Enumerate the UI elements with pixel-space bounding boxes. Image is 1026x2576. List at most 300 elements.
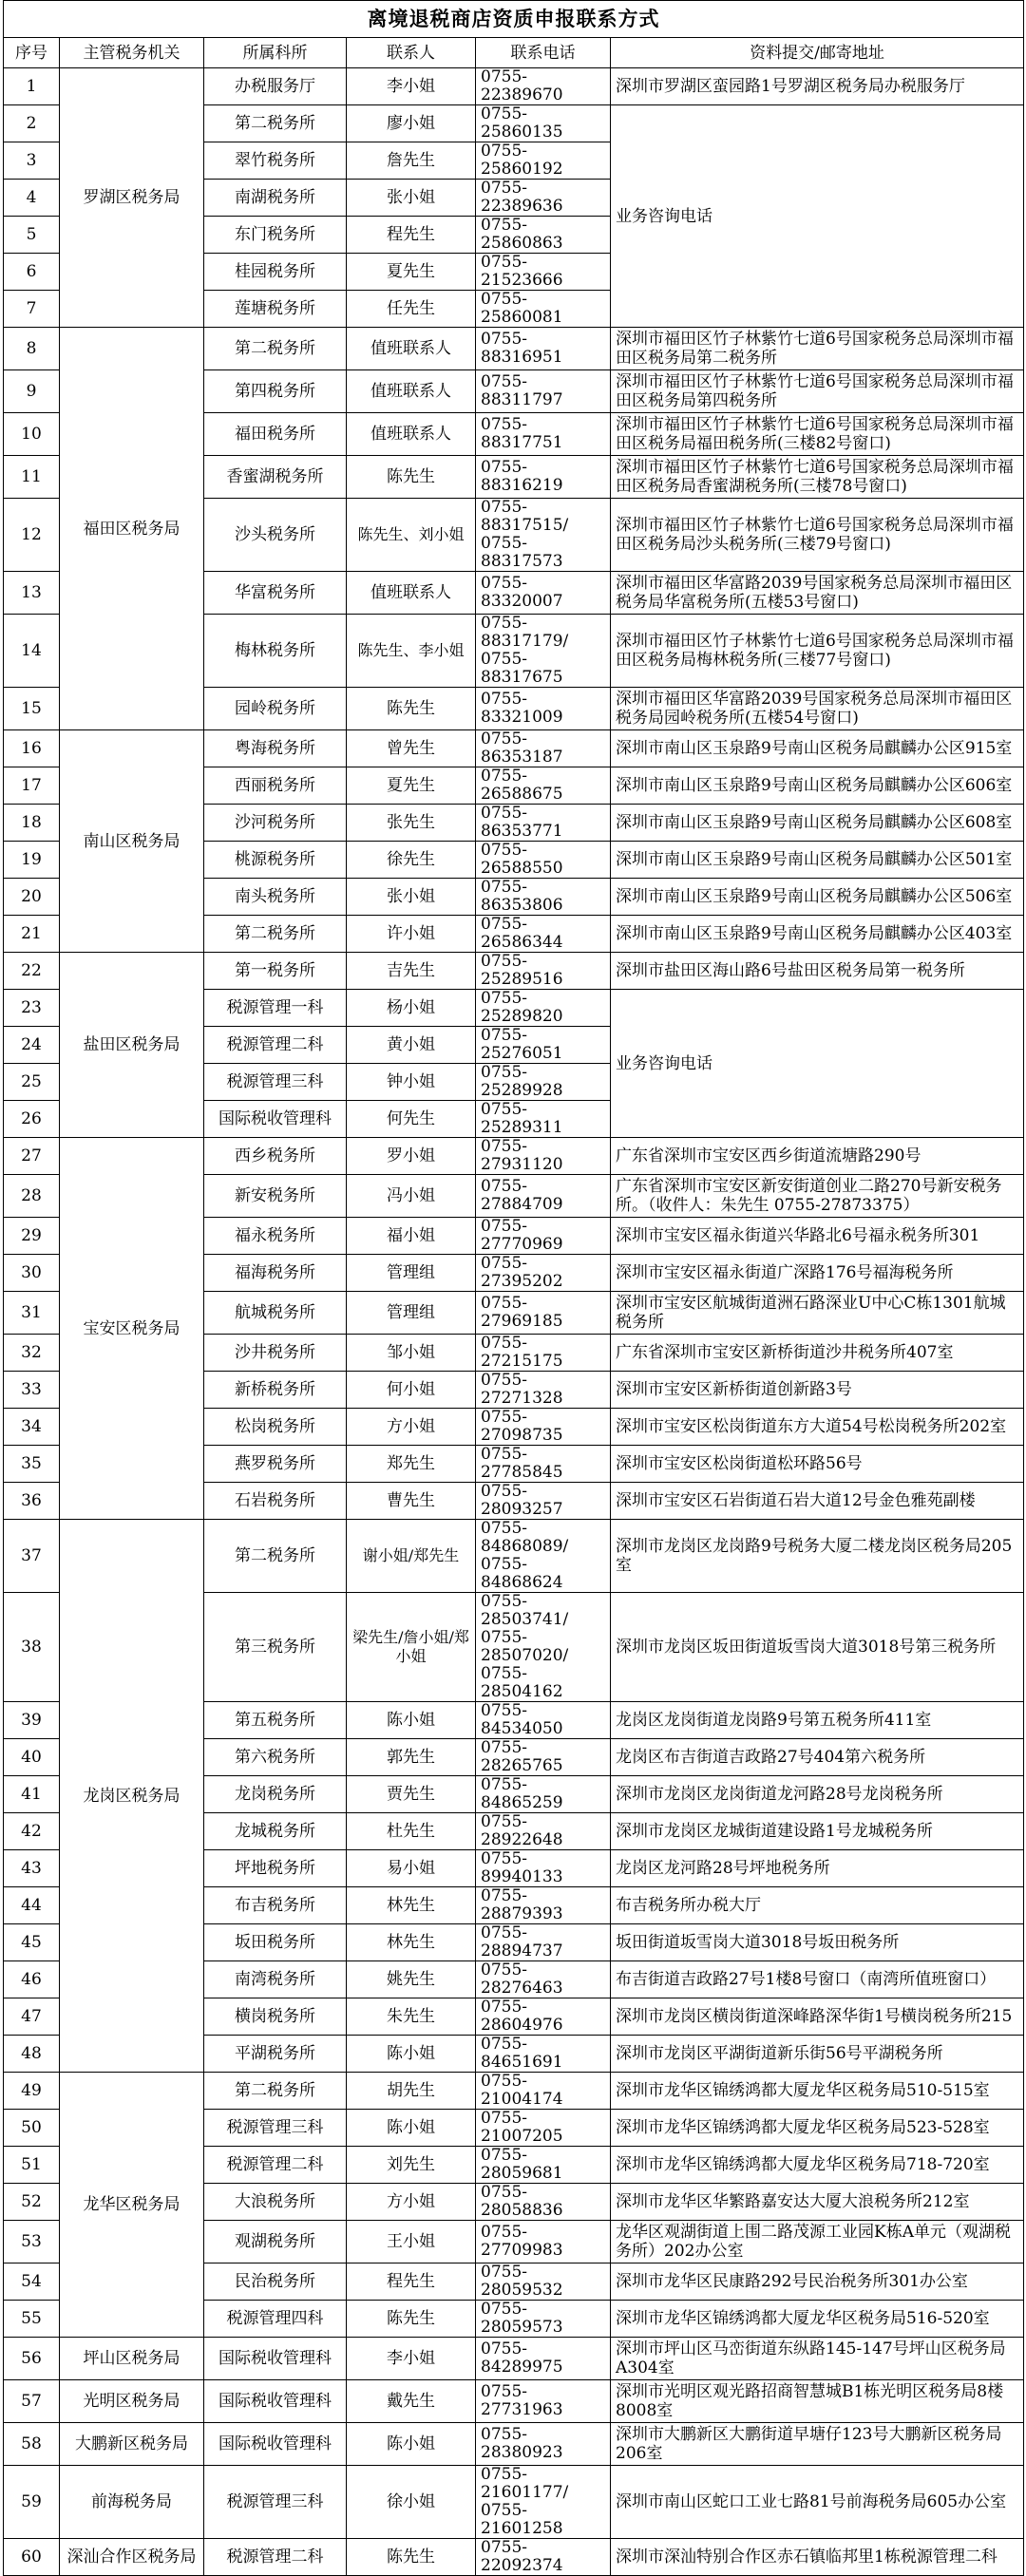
row-number: 52 [4,2184,60,2221]
phone-number: 0755-88317751 [476,413,611,456]
office: 香蜜湖税务所 [204,456,347,499]
contact-person: 戴先生 [347,2380,476,2423]
row-number: 56 [4,2338,60,2380]
phone-number: 0755-28276463 [476,1961,611,1998]
address: 龙华区观湖街道上围二路茂源工业园K栋A单元（观湖税务所）202办公室 [611,2221,1024,2263]
contact-person: 曾先生 [347,730,476,767]
address: 深圳市盐田区海山路6号盐田区税务局第一税务所 [611,953,1024,990]
row-number: 27 [4,1138,60,1175]
office: 第一税务所 [204,953,347,990]
phone-number: 0755-28265765 [476,1739,611,1776]
phone-number: 0755-28093257 [476,1483,611,1520]
office: 桃源税务所 [204,842,347,879]
phone-number: 0755-27098735 [476,1409,611,1446]
contact-person: 值班联系人 [347,572,476,615]
phone-number: 0755-28059573 [476,2301,611,2338]
phone-number: 0755-25860081 [476,291,611,328]
address: 深圳市龙华区锦绣鸿都大厦龙华区税务局718-720室 [611,2147,1024,2184]
row-number: 26 [4,1101,60,1138]
contact-person: 陈先生 [347,2301,476,2338]
tax-bureau: 南山区税务局 [60,730,204,953]
table-row [4,68,1024,105]
phone-number: 0755-86353771 [476,805,611,842]
office: 第五税务所 [204,1702,347,1739]
phone-number: 0755-27709983 [476,2221,611,2263]
row-number: 47 [4,1998,60,2036]
contact-person: 邹小姐 [347,1335,476,1372]
office: 翠竹税务所 [204,142,347,180]
address: 深圳市龙华区锦绣鸿都大厦龙华区税务局523-528室 [611,2110,1024,2147]
phone-number: 0755-21523666 [476,254,611,291]
table-body [4,68,1024,2576]
office: 国际税收管理科 [204,2423,347,2466]
phone-number: 0755-27785845 [476,1446,611,1483]
address: 深圳市龙岗区坂田街道坂雪岗大道3018号第三税务所 [611,1593,1024,1702]
address: 深圳市龙岗区平湖街道新乐街56号平湖税务所 [611,2036,1024,2073]
office: 第四税务所 [204,370,347,413]
tax-bureau: 深汕合作区税务局 [60,2539,204,2576]
office: 税源管理二科 [204,2539,347,2576]
tax-bureau: 福田区税务局 [60,328,204,730]
contact-person: 福小姐 [347,1218,476,1255]
office: 粤海税务所 [204,730,347,767]
row-number: 5 [4,217,60,254]
address: 深圳市南山区玉泉路9号南山区税务局麒麟办公区608室 [611,805,1024,842]
phone-number: 0755-27215175 [476,1335,611,1372]
phone-number: 0755-27395202 [476,1255,611,1292]
row-number: 29 [4,1218,60,1255]
address: 深圳市坪山区马峦街道东纵路145-147号坪山区税务局A304室 [611,2338,1024,2380]
office: 南湾税务所 [204,1961,347,1998]
address: 布吉税务所办税大厅 [611,1887,1024,1924]
office: 园岭税务所 [204,688,347,730]
address: 深圳市南山区玉泉路9号南山区税务局麒麟办公区403室 [611,916,1024,953]
address: 深圳市福田区竹子林紫竹七道6号国家税务总局深圳市福田区税务局第二税务所 [611,328,1024,370]
phone-number: 0755-27731963 [476,2380,611,2423]
address: 深圳市宝安区福永街道广深路176号福海税务所 [611,1255,1024,1292]
phone-number: 0755-25276051 [476,1027,611,1064]
row-number: 14 [4,615,60,688]
phone-number: 0755-88311797 [476,370,611,413]
table-row [4,328,1024,370]
row-number: 44 [4,1887,60,1924]
row-number: 54 [4,2263,60,2301]
row-number: 33 [4,1372,60,1409]
contact-person: 张先生 [347,805,476,842]
contact-person: 陈小姐 [347,2110,476,2147]
contact-person: 值班联系人 [347,413,476,456]
phone-number: 0755-26586344 [476,916,611,953]
phone-number: 0755-83320007 [476,572,611,615]
contact-person: 易小姐 [347,1850,476,1887]
office: 第二税务所 [204,105,347,142]
office: 沙河税务所 [204,805,347,842]
address: 深圳市南山区玉泉路9号南山区税务局麒麟办公区506室 [611,879,1024,916]
contact-person: 夏先生 [347,254,476,291]
contact-person: 钟小姐 [347,1064,476,1101]
phone-number: 0755-28058836 [476,2184,611,2221]
office: 民治税务所 [204,2263,347,2301]
row-number: 16 [4,730,60,767]
row-number: 30 [4,1255,60,1292]
header-row [4,38,1024,68]
row-number: 10 [4,413,60,456]
header-contact: 联系人 [347,38,476,68]
office: 观湖税务所 [204,2221,347,2263]
contact-person: 程先生 [347,217,476,254]
contact-person: 陈小姐 [347,2036,476,2073]
contact-person: 梁先生/詹小姐/郑小姐 [347,1593,476,1702]
contact-person: 程先生 [347,2263,476,2301]
office: 国际税收管理科 [204,1101,347,1138]
contact-person: 刘先生 [347,2147,476,2184]
row-number: 2 [4,105,60,142]
phone-number: 0755-28922648 [476,1813,611,1850]
address: 深圳市福田区华富路2039号国家税务总局深圳市福田区税务局华富税务所(五楼53号窗口) [611,572,1024,615]
contact-person: 徐小姐 [347,2466,476,2539]
phone-number: 0755-28503741/ 0755-28507020/ 0755-28504162 [476,1593,611,1702]
row-number: 17 [4,767,60,805]
table-row [4,2073,1024,2110]
phone-number: 0755-21007205 [476,2110,611,2147]
address: 深圳市罗湖区蛮园路1号罗湖区税务局办税服务厅 [611,68,1024,105]
row-number: 57 [4,2380,60,2423]
address: 深圳市龙华区华繁路嘉安达大厦大浪税务所212室 [611,2184,1024,2221]
office: 平湖税务所 [204,2036,347,2073]
contact-person: 陈先生 [347,2539,476,2576]
contact-person: 郭先生 [347,1739,476,1776]
address: 深圳市龙岗区龙岗路9号税务大厦二楼龙岗区税务局205室 [611,1520,1024,1593]
row-number: 18 [4,805,60,842]
row-number: 8 [4,328,60,370]
address: 深圳市福田区华富路2039号国家税务总局深圳市福田区税务局园岭税务所(五楼54号窗口) [611,688,1024,730]
phone-number: 0755-26588675 [476,767,611,805]
phone-number: 0755-88316951 [476,328,611,370]
address: 深圳市福田区竹子林紫竹七道6号国家税务总局深圳市福田区税务局梅林税务所(三楼77号窗口) [611,615,1024,688]
contact-person: 陈先生 [347,688,476,730]
row-number: 3 [4,142,60,180]
phone-number: 0755-21004174 [476,2073,611,2110]
office: 南湖税务所 [204,180,347,217]
contact-person: 陈先生 [347,456,476,499]
row-number: 51 [4,2147,60,2184]
contact-person: 管理组 [347,1292,476,1335]
address: 深圳市宝安区石岩街道石岩大道12号金色雅苑副楼 [611,1483,1024,1520]
row-number: 45 [4,1924,60,1961]
office: 新安税务所 [204,1175,347,1218]
phone-number: 0755-28894737 [476,1924,611,1961]
row-number: 49 [4,2073,60,2110]
contact-person: 谢小姐/郑先生 [347,1520,476,1593]
row-number: 41 [4,1776,60,1813]
office: 龙岗税务所 [204,1776,347,1813]
phone-number: 0755-27271328 [476,1372,611,1409]
row-number: 12 [4,499,60,572]
address: 深圳市深汕特别合作区赤石镇临邦里1栋税源管理二科 [611,2539,1024,2576]
tax-bureau: 罗湖区税务局 [60,68,204,328]
phone-number: 0755-84865259 [476,1776,611,1813]
phone-number: 0755-22389636 [476,180,611,217]
phone-number: 0755-25289516 [476,953,611,990]
phone-number: 0755-26588550 [476,842,611,879]
address: 广东省深圳市宝安区新桥街道沙井税务所407室 [611,1335,1024,1372]
office: 莲塘税务所 [204,291,347,328]
phone-number: 0755-83321009 [476,688,611,730]
phone-number: 0755-25289928 [476,1064,611,1101]
phone-number: 0755-88317179/ 0755-88317675 [476,615,611,688]
table-row [4,2466,1024,2539]
contact-person: 李小姐 [347,2338,476,2380]
contact-person: 曹先生 [347,1483,476,1520]
phone-number: 0755-25860192 [476,142,611,180]
address: 深圳市龙华区锦绣鸿都大厦龙华区税务局516-520室 [611,2301,1024,2338]
address: 龙岗区龙河路28号坪地税务所 [611,1850,1024,1887]
table-row [4,1520,1024,1593]
contact-person: 何先生 [347,1101,476,1138]
office: 税源管理三科 [204,2466,347,2539]
contact-person: 王小姐 [347,2221,476,2263]
office: 松岗税务所 [204,1409,347,1446]
tax-bureau: 前海税务局 [60,2466,204,2539]
header-office: 所属科所 [204,38,347,68]
office: 沙井税务所 [204,1335,347,1372]
office: 西丽税务所 [204,767,347,805]
phone-number: 0755-84289975 [476,2338,611,2380]
address: 深圳市龙岗区横岗街道深峰路深华街1号横岗税务所215 [611,1998,1024,2036]
address: 深圳市龙华区锦绣鸿都大厦龙华区税务局510-515室 [611,2073,1024,2110]
contact-person: 值班联系人 [347,328,476,370]
address: 深圳市光明区观光路招商智慧城B1栋光明区税务局8楼8008室 [611,2380,1024,2423]
office: 坂田税务所 [204,1924,347,1961]
tax-bureau: 坪山区税务局 [60,2338,204,2380]
row-number: 11 [4,456,60,499]
contact-person: 许小姐 [347,916,476,953]
phone-number: 0755-27969185 [476,1292,611,1335]
address: 深圳市南山区玉泉路9号南山区税务局麒麟办公区915室 [611,730,1024,767]
office: 第二税务所 [204,2073,347,2110]
contact-person: 杜先生 [347,1813,476,1850]
office: 第三税务所 [204,1593,347,1702]
phone-number: 0755-28059681 [476,2147,611,2184]
phone-number: 0755-27884709 [476,1175,611,1218]
office: 第二税务所 [204,328,347,370]
row-number: 53 [4,2221,60,2263]
row-number: 7 [4,291,60,328]
row-number: 46 [4,1961,60,1998]
office: 西乡税务所 [204,1138,347,1175]
tax-bureau: 大鹏新区税务局 [60,2423,204,2466]
row-number: 4 [4,180,60,217]
phone-number: 0755-25860135 [476,105,611,142]
phone-number: 0755-25860863 [476,217,611,254]
row-number: 19 [4,842,60,879]
office: 横岗税务所 [204,1998,347,2036]
office: 办税服务厅 [204,68,347,105]
phone-number: 0755-22389670 [476,68,611,105]
phone-number: 0755-84534050 [476,1702,611,1739]
office: 东门税务所 [204,217,347,254]
office: 梅林税务所 [204,615,347,688]
table-row [4,730,1024,767]
row-number: 48 [4,2036,60,2073]
contact-person: 朱先生 [347,1998,476,2036]
address: 龙岗区龙岗街道龙岗路9号第五税务所411室 [611,1702,1024,1739]
office: 大浪税务所 [204,2184,347,2221]
row-number: 20 [4,879,60,916]
address: 深圳市龙岗区龙城街道建设路1号龙城税务所 [611,1813,1024,1850]
table-row [4,2423,1024,2466]
contact-person: 方小姐 [347,2184,476,2221]
row-number: 37 [4,1520,60,1593]
address: 布吉街道吉政路27号1楼8号窗口（南湾所值班窗口） [611,1961,1024,1998]
address: 深圳市宝安区新桥街道创新路3号 [611,1372,1024,1409]
office: 航城税务所 [204,1292,347,1335]
contact-person: 林先生 [347,1887,476,1924]
contact-person: 吉先生 [347,953,476,990]
address: 业务咨询电话 [611,105,1024,328]
contact-sheet [3,0,1023,2576]
contact-person: 徐先生 [347,842,476,879]
row-number: 9 [4,370,60,413]
contact-person: 陈小姐 [347,1702,476,1739]
tax-bureau: 宝安区税务局 [60,1138,204,1520]
contact-person: 何小姐 [347,1372,476,1409]
row-number: 6 [4,254,60,291]
office: 第二税务所 [204,1520,347,1593]
row-number: 60 [4,2539,60,2576]
phone-number: 0755-28604976 [476,1998,611,2036]
contact-person: 夏先生 [347,767,476,805]
table-row [4,2539,1024,2576]
tax-bureau: 龙华区税务局 [60,2073,204,2338]
contact-person: 姚先生 [347,1961,476,1998]
tax-bureau: 盐田区税务局 [60,953,204,1138]
contact-person: 张小姐 [347,879,476,916]
row-number: 25 [4,1064,60,1101]
phone-number: 0755-86353187 [476,730,611,767]
address: 深圳市龙岗区龙岗街道龙河路28号龙岗税务所 [611,1776,1024,1813]
phone-number: 0755-89940133 [476,1850,611,1887]
contact-person: 李小姐 [347,68,476,105]
contact-person: 林先生 [347,1924,476,1961]
contact-person: 任先生 [347,291,476,328]
office: 布吉税务所 [204,1887,347,1924]
office: 第二税务所 [204,916,347,953]
phone-number: 0755-25289311 [476,1101,611,1138]
tax-bureau: 龙岗区税务局 [60,1520,204,2073]
contact-person: 陈小姐 [347,2423,476,2466]
contact-person: 张小姐 [347,180,476,217]
office: 第六税务所 [204,1739,347,1776]
office: 税源管理一科 [204,990,347,1027]
contact-person: 杨小姐 [347,990,476,1027]
contact-person: 贾先生 [347,1776,476,1813]
address: 深圳市宝安区福永街道兴华路北6号福永税务所301 [611,1218,1024,1255]
phone-number: 0755-28879393 [476,1887,611,1924]
office: 税源管理三科 [204,2110,347,2147]
address: 深圳市大鹏新区大鹏街道早塘仔123号大鹏新区税务局206室 [611,2423,1024,2466]
phone-number: 0755-22092374 [476,2539,611,2576]
row-number: 42 [4,1813,60,1850]
row-number: 31 [4,1292,60,1335]
office: 新桥税务所 [204,1372,347,1409]
contact-table [3,0,1024,2576]
office: 燕罗税务所 [204,1446,347,1483]
address: 深圳市福田区竹子林紫竹七道6号国家税务总局深圳市福田区税务局香蜜湖税务所(三楼78号窗口) [611,456,1024,499]
phone-number: 0755-88317515/ 0755-88317573 [476,499,611,572]
phone-number: 0755-88316219 [476,456,611,499]
office: 福田税务所 [204,413,347,456]
row-number: 13 [4,572,60,615]
address: 龙岗区布吉街道吉政路27号404第六税务所 [611,1739,1024,1776]
office: 龙城税务所 [204,1813,347,1850]
address: 深圳市南山区玉泉路9号南山区税务局麒麟办公区606室 [611,767,1024,805]
address: 深圳市福田区竹子林紫竹七道6号国家税务总局深圳市福田区税务局福田税务所(三楼82号窗口) [611,413,1024,456]
office: 税源管理三科 [204,1064,347,1101]
contact-person: 郑先生 [347,1446,476,1483]
office: 国际税收管理科 [204,2338,347,2380]
office: 国际税收管理科 [204,2380,347,2423]
address: 深圳市福田区竹子林紫竹七道6号国家税务总局深圳市福田区税务局沙头税务所(三楼79号窗口) [611,499,1024,572]
table-row [4,2338,1024,2380]
phone-number: 0755-27770969 [476,1218,611,1255]
row-number: 36 [4,1483,60,1520]
table-row [4,1138,1024,1175]
table-row [4,2380,1024,2423]
address: 坂田街道坂雪岗大道3018号坂田税务所 [611,1924,1024,1961]
row-number: 55 [4,2301,60,2338]
contact-person: 方小姐 [347,1409,476,1446]
address: 深圳市宝安区航城街道洲石路深业U中心C栋1301航城税务所 [611,1292,1024,1335]
row-number: 28 [4,1175,60,1218]
row-number: 58 [4,2423,60,2466]
address: 深圳市宝安区松岗街道东方大道54号松岗税务所202室 [611,1409,1024,1446]
address: 深圳市南山区玉泉路9号南山区税务局麒麟办公区501室 [611,842,1024,879]
table-row [4,953,1024,990]
contact-person: 陈先生、刘小姐 [347,499,476,572]
phone-number: 0755-21601177/ 0755-21601258 [476,2466,611,2539]
address: 深圳市福田区竹子林紫竹七道6号国家税务总局深圳市福田区税务局第四税务所 [611,370,1024,413]
contact-person: 冯小姐 [347,1175,476,1218]
contact-person: 黄小姐 [347,1027,476,1064]
row-number: 38 [4,1593,60,1702]
office: 石岩税务所 [204,1483,347,1520]
row-number: 43 [4,1850,60,1887]
office: 税源管理四科 [204,2301,347,2338]
office: 坪地税务所 [204,1850,347,1887]
office: 桂园税务所 [204,254,347,291]
row-number: 24 [4,1027,60,1064]
phone-number: 0755-28380923 [476,2423,611,2466]
office: 税源管理二科 [204,2147,347,2184]
phone-number: 0755-84651691 [476,2036,611,2073]
row-number: 50 [4,2110,60,2147]
row-number: 32 [4,1335,60,1372]
tax-bureau: 光明区税务局 [60,2380,204,2423]
office: 南头税务所 [204,879,347,916]
contact-person: 詹先生 [347,142,476,180]
header-no: 序号 [4,38,60,68]
address: 深圳市南山区蛇口工业七路81号前海税务局605办公室 [611,2466,1024,2539]
office: 税源管理二科 [204,1027,347,1064]
row-number: 39 [4,1702,60,1739]
phone-number: 0755-25289820 [476,990,611,1027]
row-number: 35 [4,1446,60,1483]
row-number: 34 [4,1409,60,1446]
row-number: 22 [4,953,60,990]
row-number: 1 [4,68,60,105]
office: 沙头税务所 [204,499,347,572]
